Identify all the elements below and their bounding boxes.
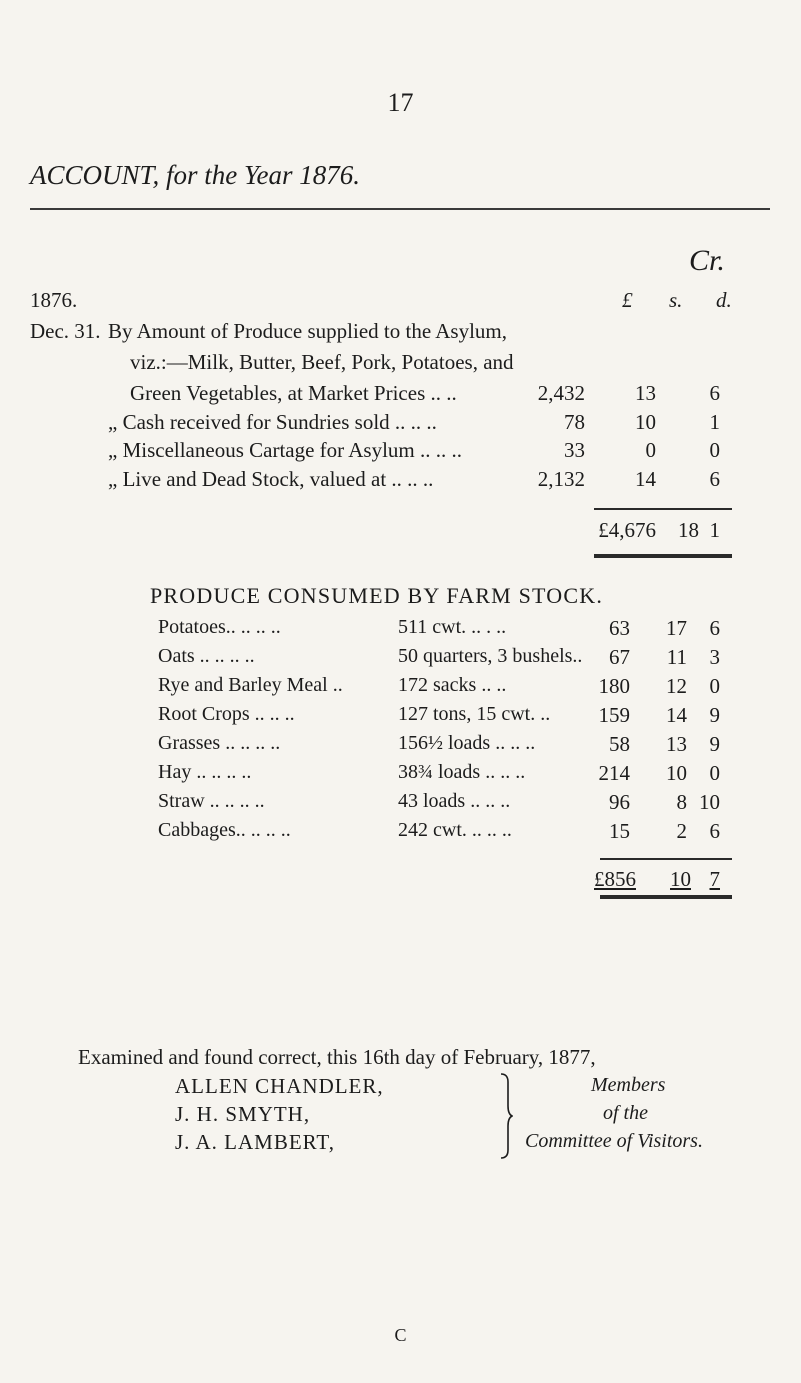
produce-item-pence: 9 bbox=[709, 703, 720, 727]
receipt-pence: 6 bbox=[709, 467, 720, 491]
receipt-pence: 1 bbox=[709, 410, 720, 434]
pounds-header: £ bbox=[622, 288, 633, 312]
receipts-intro-line2: viz.:—Milk, Butter, Beef, Pork, Potatoes, and bbox=[130, 350, 514, 374]
produce-item-pounds: 214 bbox=[598, 761, 630, 785]
produce-sum-rule bbox=[600, 858, 732, 860]
signatory-name: J. A. LAMBERT, bbox=[175, 1130, 335, 1154]
produce-item-name: Hay .. .. .. .. bbox=[158, 761, 252, 783]
receipts-total-pence: 1 bbox=[709, 518, 720, 542]
produce-item-pence: 6 bbox=[709, 819, 720, 843]
receipts-total-rule bbox=[594, 554, 732, 558]
produce-total-shillings: 10 bbox=[670, 867, 691, 891]
produce-item-shillings: 12 bbox=[666, 674, 687, 698]
produce-item-pence: 0 bbox=[709, 674, 720, 698]
receipts-total-pounds: £4,676 bbox=[598, 518, 656, 542]
produce-item-name: Cabbages.. .. .. .. bbox=[158, 819, 291, 841]
committee-line: Committee of Visitors. bbox=[525, 1130, 703, 1152]
signature-mark: C bbox=[394, 1325, 407, 1345]
examination-statement: Examined and found correct, this 16th day of February, 1877, bbox=[78, 1045, 596, 1069]
produce-item-name: Potatoes.. .. .. .. bbox=[158, 616, 281, 638]
produce-total-pence: 7 bbox=[709, 867, 720, 891]
receipts-sum-rule bbox=[594, 508, 732, 510]
receipts-total-shillings: 18 bbox=[678, 518, 699, 542]
produce-item-name: Straw .. .. .. .. bbox=[158, 790, 265, 812]
produce-item-pounds: 96 bbox=[609, 790, 630, 814]
produce-item-shillings: 10 bbox=[666, 761, 687, 785]
receipt-label: „ Live and Dead Stock, valued at .. .. .. bbox=[108, 467, 434, 491]
produce-item-quantity: 172 sacks .. .. bbox=[398, 674, 507, 696]
produce-item-shillings: 14 bbox=[666, 703, 687, 727]
produce-total-pounds: £856 bbox=[594, 867, 636, 891]
produce-item-pence: 10 bbox=[699, 790, 720, 814]
receipt-pence: 6 bbox=[709, 381, 720, 405]
receipt-shillings: 14 bbox=[635, 467, 656, 491]
produce-item-shillings: 8 bbox=[676, 790, 687, 814]
brace-icon bbox=[497, 1072, 513, 1160]
committee-line: of the bbox=[603, 1102, 648, 1124]
year-label: 1876. bbox=[30, 288, 78, 312]
produce-item-pounds: 67 bbox=[609, 645, 630, 669]
receipt-pounds: 2,132 bbox=[537, 467, 585, 491]
receipt-label: Green Vegetables, at Market Prices .. .. bbox=[130, 381, 457, 405]
produce-item-name: Oats .. .. .. .. bbox=[158, 645, 255, 667]
page-number: 17 bbox=[387, 88, 414, 117]
credit-label: Cr. bbox=[689, 244, 725, 277]
produce-item-quantity: 511 cwt. .. . .. bbox=[398, 616, 507, 638]
produce-item-name: Root Crops .. .. .. bbox=[158, 703, 295, 725]
shillings-header: s. bbox=[669, 288, 683, 312]
produce-item-shillings: 11 bbox=[666, 645, 687, 669]
produce-item-pounds: 159 bbox=[598, 703, 630, 727]
receipt-pence: 0 bbox=[709, 438, 720, 462]
produce-item-quantity: 38¾ loads .. .. .. bbox=[398, 761, 526, 783]
signatory-name: J. H. SMYTH, bbox=[175, 1102, 311, 1126]
header-rule bbox=[30, 208, 770, 210]
produce-item-shillings: 13 bbox=[666, 732, 687, 756]
receipt-pounds: 78 bbox=[564, 410, 585, 434]
produce-item-quantity: 43 loads .. .. .. bbox=[398, 790, 511, 812]
receipt-label: „ Miscellaneous Cartage for Asylum .. .. .. bbox=[108, 438, 463, 462]
produce-item-quantity: 127 tons, 15 cwt. .. bbox=[398, 703, 551, 725]
receipt-pounds: 33 bbox=[564, 438, 585, 462]
produce-heading: PRODUCE CONSUMED BY FARM STOCK. bbox=[150, 583, 604, 608]
page-title: ACCOUNT, for the Year 1876. bbox=[30, 160, 361, 190]
signatory-name: ALLEN CHANDLER, bbox=[175, 1074, 384, 1098]
produce-item-quantity: 50 quarters, 3 bushels.. bbox=[398, 645, 583, 667]
produce-item-name: Grasses .. .. .. .. bbox=[158, 732, 281, 754]
receipt-label: „ Cash received for Sundries sold .. .. .. bbox=[108, 410, 437, 434]
produce-item-pence: 0 bbox=[709, 761, 720, 785]
produce-total-rule bbox=[600, 895, 732, 899]
receipt-pounds: 2,432 bbox=[537, 381, 585, 405]
pence-header: d. bbox=[716, 288, 732, 312]
produce-item-pounds: 15 bbox=[609, 819, 630, 843]
produce-item-pounds: 63 bbox=[609, 616, 630, 640]
receipt-shillings: 13 bbox=[635, 381, 656, 405]
produce-item-pence: 9 bbox=[709, 732, 720, 756]
produce-item-quantity: 242 cwt. .. .. .. bbox=[398, 819, 512, 841]
receipts-intro-line1: By Amount of Produce supplied to the Asylum, bbox=[108, 319, 507, 343]
produce-item-pounds: 180 bbox=[598, 674, 630, 698]
receipt-shillings: 0 bbox=[645, 438, 656, 462]
produce-item-pence: 6 bbox=[709, 616, 720, 640]
produce-item-pence: 3 bbox=[709, 645, 720, 669]
produce-item-shillings: 17 bbox=[666, 616, 687, 640]
produce-item-pounds: 58 bbox=[609, 732, 630, 756]
produce-item-name: Rye and Barley Meal .. bbox=[158, 674, 343, 696]
entry-date: Dec. 31. bbox=[30, 319, 101, 343]
receipt-shillings: 10 bbox=[635, 410, 656, 434]
produce-item-quantity: 156½ loads .. .. .. bbox=[398, 732, 536, 754]
produce-item-shillings: 2 bbox=[676, 819, 687, 843]
committee-line: Members bbox=[591, 1074, 666, 1096]
